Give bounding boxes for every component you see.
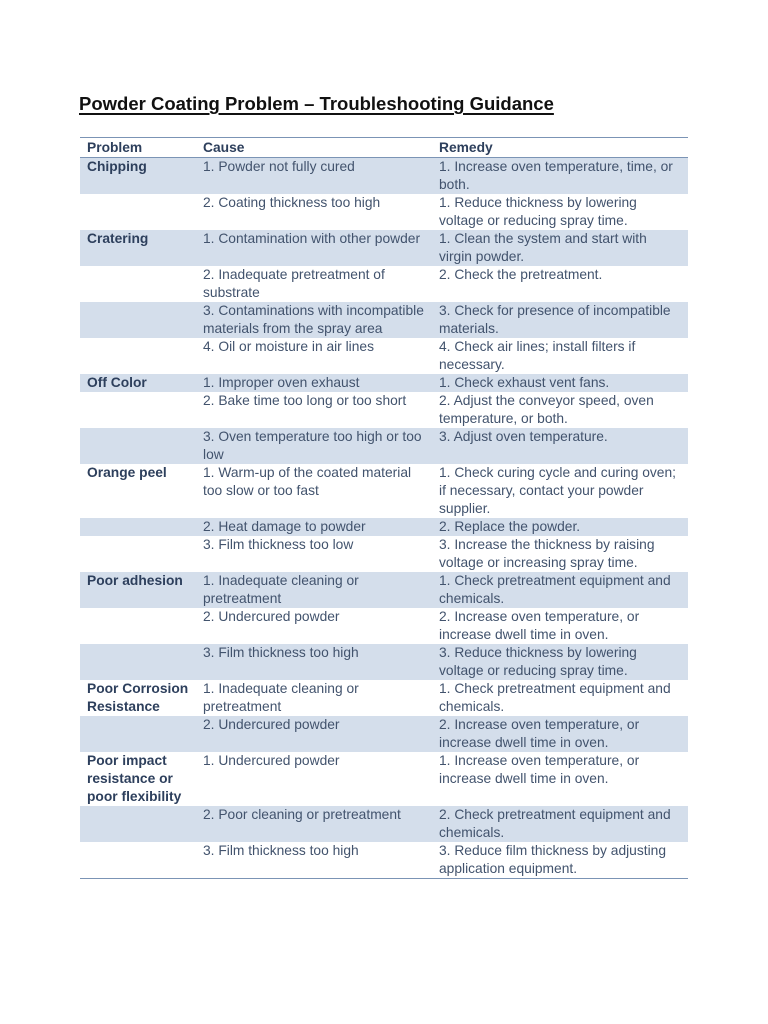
remedy-cell: 2. Adjust the conveyor speed, oven temperature, or both. (439, 393, 654, 426)
remedy-cell: 1. Check exhaust vent fans. (432, 374, 688, 392)
cause-cell: 2. Poor cleaning or pretreatment (196, 806, 432, 842)
problem-cell (80, 338, 196, 374)
problem-cell (80, 536, 196, 572)
table-body (80, 158, 688, 879)
remedy-cell: 2. Replace the powder. (432, 518, 688, 536)
remedy-cell: 2. Check the pretreatment. (439, 267, 603, 282)
cause-cell: 2. Undercured powder (203, 609, 340, 624)
cause-cell: 2. Inadequate pretreatment of substrate (203, 267, 385, 300)
problem-cell (80, 644, 196, 680)
table-header (80, 138, 688, 158)
problem-cell (80, 392, 196, 428)
table-row (80, 572, 688, 608)
cause-cell: 3. Film thickness too high (196, 842, 432, 879)
cause-cell: 1. Powder not fully cured (196, 158, 432, 195)
remedy-cell: 2. Increase oven temperature, or increase dwell time in oven. (439, 609, 640, 642)
table-row (80, 644, 688, 680)
table-row (80, 374, 688, 392)
cause-cell: 3. Film thickness too high (196, 644, 432, 680)
troubleshooting-table (80, 137, 688, 879)
problem-cell: Poor adhesion (80, 572, 196, 608)
problem-cell: Orange peel (87, 465, 167, 480)
cause-cell: 1. Inadequate cleaning or pretreatment (203, 681, 359, 714)
problem-cell (80, 608, 196, 644)
table-row (80, 716, 688, 752)
cause-cell: 1. Undercured powder (203, 753, 340, 768)
cause-cell: 2. Heat damage to powder (196, 518, 432, 536)
remedy-cell: 1. Check pretreatment equipment and chemicals. (432, 572, 688, 608)
remedy-cell: 1. Check pretreatment equipment and chemicals. (439, 681, 671, 714)
table-row (80, 806, 688, 842)
remedy-cell: 1. Clean the system and start with virgin powder. (432, 230, 688, 266)
problem-cell (80, 266, 196, 302)
problem-cell: Poor impact resistance or poor flexibility (87, 753, 182, 804)
table-row (80, 842, 688, 879)
header-remedy: Remedy (432, 138, 688, 158)
header-row (80, 138, 688, 158)
cause-cell: 3. Contaminations with incompatible materials from the spray area (196, 302, 432, 338)
problem-cell (80, 842, 196, 879)
problem-cell: Cratering (80, 230, 196, 266)
table-row (80, 536, 688, 572)
table-row (80, 752, 688, 806)
table-row (80, 428, 688, 464)
remedy-cell: 2. Increase oven temperature, or increase dwell time in oven. (432, 716, 688, 752)
table-row (80, 392, 688, 428)
remedy-cell: 1. Increase oven temperature, or increase dwell time in oven. (439, 753, 640, 786)
remedy-cell: 1. Check curing cycle and curing oven; if necessary, contact your powder supplier. (439, 465, 676, 516)
table-row (80, 158, 688, 195)
remedy-cell: 3. Check for presence of incompatible materials. (432, 302, 688, 338)
problem-cell (80, 428, 196, 464)
remedy-cell: 3. Adjust oven temperature. (432, 428, 688, 464)
problem-cell (80, 194, 196, 230)
remedy-cell: 1. Increase oven temperature, time, or both. (432, 158, 688, 195)
problem-cell (80, 806, 196, 842)
cause-cell: 2. Undercured powder (196, 716, 432, 752)
table-row (80, 680, 688, 716)
problem-cell: Chipping (80, 158, 196, 195)
header-problem: Problem (80, 138, 196, 158)
cause-cell: 3. Film thickness too low (203, 537, 354, 552)
cause-cell: 3. Oven temperature too high or too low (196, 428, 432, 464)
cause-cell: 4. Oil or moisture in air lines (203, 339, 374, 354)
table-row (80, 338, 688, 374)
table-row (80, 464, 688, 518)
table-row (80, 608, 688, 644)
problem-cell: Off Color (80, 374, 196, 392)
table-row (80, 302, 688, 338)
remedy-cell: 4. Check air lines; install filters if necessary. (439, 339, 636, 372)
remedy-cell: 3. Reduce film thickness by adjusting application equipment. (432, 842, 688, 879)
cause-cell: 2. Coating thickness too high (203, 195, 381, 210)
table-row (80, 518, 688, 536)
problem-cell (80, 518, 196, 536)
problem-cell (80, 302, 196, 338)
header-cause: Cause (196, 138, 432, 158)
cause-cell: 1. Contamination with other powder (196, 230, 432, 266)
cause-cell: 1. Warm-up of the coated material too slow or too fast (203, 465, 412, 498)
remedy-cell: 3. Reduce thickness by lowering voltage or reducing spray time. (432, 644, 688, 680)
table-row (80, 194, 688, 230)
cause-cell: 1. Improper oven exhaust (196, 374, 432, 392)
document-title: Powder Coating Problem – Troubleshooting Guidance (79, 93, 554, 114)
problem-cell: Poor Corrosion Resistance (87, 681, 189, 714)
remedy-cell: 1. Reduce thickness by lowering voltage or reducing spray time. (439, 195, 637, 228)
problem-cell (80, 716, 196, 752)
cause-cell: 2. Bake time too long or too short (203, 393, 407, 408)
table-row (80, 266, 688, 302)
remedy-cell: 2. Check pretreatment equipment and chemicals. (432, 806, 688, 842)
remedy-cell: 3. Increase the thickness by raising voltage or increasing spray time. (439, 537, 655, 570)
cause-cell: 1. Inadequate cleaning or pretreatment (196, 572, 432, 608)
table-row (80, 230, 688, 266)
